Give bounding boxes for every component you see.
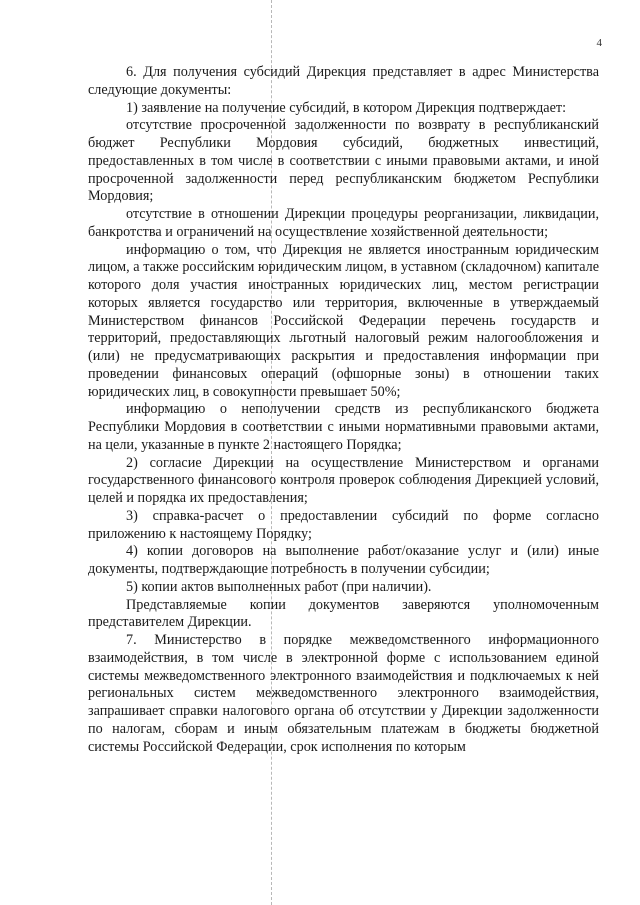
paragraph-application: 1) заявление на получение субсидий, в котором Дирекция подтверждает: [126,99,567,116]
paragraph-consent: 2) согласие Дирекции на осуществление Министерством и органами государственного финансового контроля проверок соблюдения Дирекцией условий, целей и порядка их предоставления; [88,454,599,506]
paragraph-calculation: 3) справка-расчет о предоставлении субсидий по форме согласно приложению к настоящему Порядку; [88,507,599,542]
paragraph-not-foreign-entity: информацию о том, что Дирекция не является иностранным юридическим лицом, а также российским юридическим лицом, в уставном (складочном) капитале которого доля участия иностранных юридических лиц, местом регистрации которых является государство или территория, включенные в утверждаемый Министерством финансов Российской Федерации перечень государств и территорий, предоставляющих льготный налоговый режим налогообложения и (или) не предусматривающих раскрытия и предоставления информации при проведении финансовых операций (офшорные зоны) в отношении таких юридических лиц, в совокупности превышает 50%; [88,241,599,400]
page-number: 4 [596,37,602,49]
paragraph-certified-copies: Представляемые копии документов заверяются уполномоченным представителем Дирекции. [88,596,599,631]
paragraph-contracts: 4) копии договоров на выполнение работ/оказание услуг и (или) иные документы, подтверждающие потребность в получении субсидии; [88,543,599,577]
paragraph-acts: 5) копии актов выполненных работ (при наличии). [126,578,432,595]
paragraph-6-intro: 6. Для получения субсидий Дирекция представляет в адрес Министерства следующие документы: [88,64,599,98]
paragraph-no-other-funds: информацию о неполучении средств из республиканского бюджета Республики Мордовия в соответствии с иными нормативными правовыми актами, на цели, указанные в пункте 2 настоящего Порядка; [88,401,599,453]
paragraph-no-overdue-debt: отсутствие просроченной задолженности по возврату в республиканский бюджет Республики Мордовия субсидий, бюджетных инвестиций, предоставленных в том числе в соответствии с иными правовыми актами, и иной просроченной задолженности перед республиканским бюджетом Республики Мордовия; [88,117,599,205]
document-body [88,64,599,756]
paragraph-no-liquidation: отсутствие в отношении Дирекции процедуры реорганизации, ликвидации, банкротства и ограничений на осуществление хозяйственной деятельности; [88,206,599,240]
paragraph-7-interagency: 7. Министерство в порядке межведомственного информационного взаимодействия, в том числе в электронной форме с использованием единой системы межведомственного электронного взаимодействия и подключаемых к ней региональных систем межведомственного электронного взаимодействия, запрашивает справки налогового органа об отсутствии у Дирекции задолженности по налогам, сборам и иным обязательным платежам в бюджеты бюджетной системы Российской Федерации, срок исполнения по которым [88,632,599,755]
